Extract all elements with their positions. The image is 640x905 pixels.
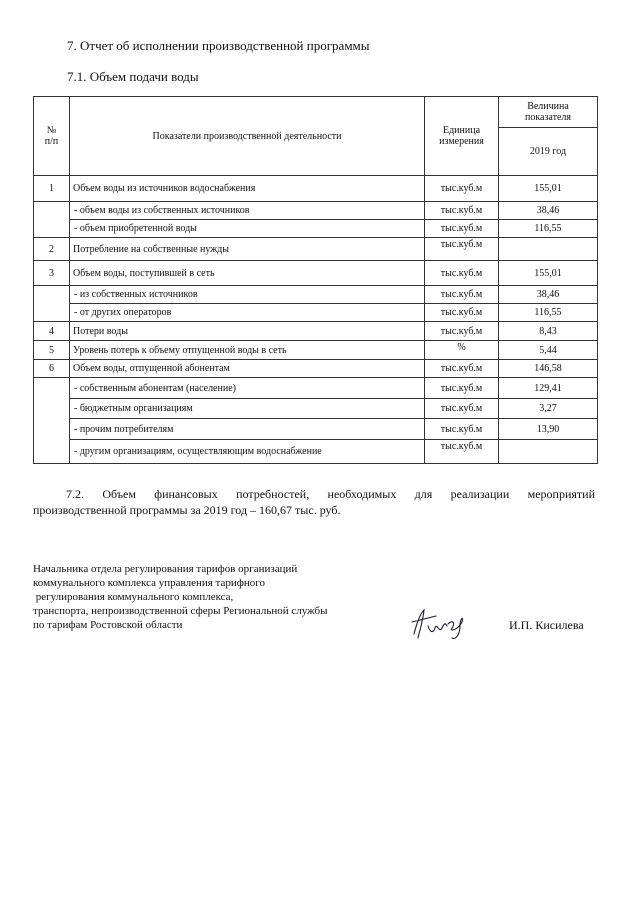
table-row [34,440,598,464]
signer-position-line: регулирования коммунального комплекса, [33,591,234,603]
value-cell: 5,44 [499,341,598,360]
unit-cell: тыс.куб.м [425,176,499,202]
value-cell: 8,43 [499,322,598,341]
table-row [34,202,598,220]
table-row [34,286,598,304]
section-heading: 7. Отчет об исполнении производственной программы [67,38,370,53]
row-number [34,286,70,322]
row-number: 1 [34,176,70,202]
header-value-group: Величина показателя [499,97,598,128]
signer-position-line: Начальника отдела регулирования тарифов организаций [33,563,298,575]
header-year: 2019 год [499,128,598,176]
value-cell: 116,55 [499,220,598,238]
unit-cell: % [425,341,499,360]
value-cell: 38,46 [499,202,598,220]
indicator-cell: Потери воды [70,322,425,341]
note-line-1: 7.2. Объем финансовых потребностей, необходимых для реализации мероприятий [66,487,595,501]
note-line-2: производственной программы за 2019 год – 160,67 тыс. руб. [33,503,341,517]
table-row [34,261,598,286]
value-cell: 155,01 [499,176,598,202]
indicator-cell: - объем воды из собственных источников [70,202,425,220]
table-row [34,378,598,399]
header-unit: Единица измерения [425,97,499,176]
value-cell: 129,41 [499,378,598,399]
indicator-cell: Объем воды, поступившей в сеть [70,261,425,286]
subsection-heading: 7.1. Объем подачи воды [67,69,199,84]
value-cell: 13,90 [499,419,598,440]
header-num: № п/п [34,97,70,176]
row-number [34,202,70,238]
indicator-cell: - объем приобретенной воды [70,220,425,238]
indicator-cell: - бюджетным организациям [70,399,425,419]
unit-cell: тыс.куб.м [425,322,499,341]
value-cell: 38,46 [499,286,598,304]
indicator-cell: - прочим потребителям [70,419,425,440]
unit-cell: тыс.куб.м [425,304,499,322]
indicator-cell: Уровень потерь к объему отпущенной воды в сеть [70,341,425,360]
signer-position-line: коммунального комплекса управления тарифного [33,577,265,589]
handwritten-signature [408,604,472,644]
indicator-cell: - другим организациям, осуществляющим водоснабжение [70,440,425,464]
unit-cell: тыс.куб.м [425,440,499,464]
row-number: 5 [34,341,70,360]
unit-cell: тыс.куб.м [425,238,499,261]
table-row [34,341,598,360]
table-row [34,304,598,322]
signer-name: И.П. Кисилева [509,618,584,632]
row-number [34,378,70,464]
indicator-cell: Объем воды, отпущенной абонентам [70,360,425,378]
signer-position-line: по тарифам Ростовской области [33,619,183,631]
indicator-cell: - от других операторов [70,304,425,322]
table-row [34,176,598,202]
value-cell: 3,27 [499,399,598,419]
indicator-cell: - из собственных источников [70,286,425,304]
table-row [34,419,598,440]
unit-cell: тыс.куб.м [425,220,499,238]
table-row [34,220,598,238]
row-number: 3 [34,261,70,286]
table-row [34,360,598,378]
unit-cell: тыс.куб.м [425,261,499,286]
unit-cell: тыс.куб.м [425,399,499,419]
unit-cell: тыс.куб.м [425,202,499,220]
value-cell [499,440,598,464]
value-cell: 155,01 [499,261,598,286]
table-row [34,322,598,341]
financial-needs-note [33,486,595,518]
value-cell: 146,58 [499,360,598,378]
header-indicator: Показатели производственной деятельности [70,97,425,176]
indicator-cell: Потребление на собственные нужды [70,238,425,261]
signer-position-line: транспорта, непроизводственной сферы Региональной службы [33,605,328,617]
table-row [34,399,598,419]
row-number: 6 [34,360,70,378]
value-cell [499,238,598,261]
table-row [34,238,598,261]
indicator-cell: Объем воды из источников водоснабжения [70,176,425,202]
indicator-cell: - собственным абонентам (население) [70,378,425,399]
row-number: 4 [34,322,70,341]
unit-cell: тыс.куб.м [425,419,499,440]
value-cell: 116,55 [499,304,598,322]
signer-position [33,562,393,632]
unit-cell: тыс.куб.м [425,378,499,399]
water-supply-table [33,96,598,464]
row-number: 2 [34,238,70,261]
unit-cell: тыс.куб.м [425,360,499,378]
unit-cell: тыс.куб.м [425,286,499,304]
